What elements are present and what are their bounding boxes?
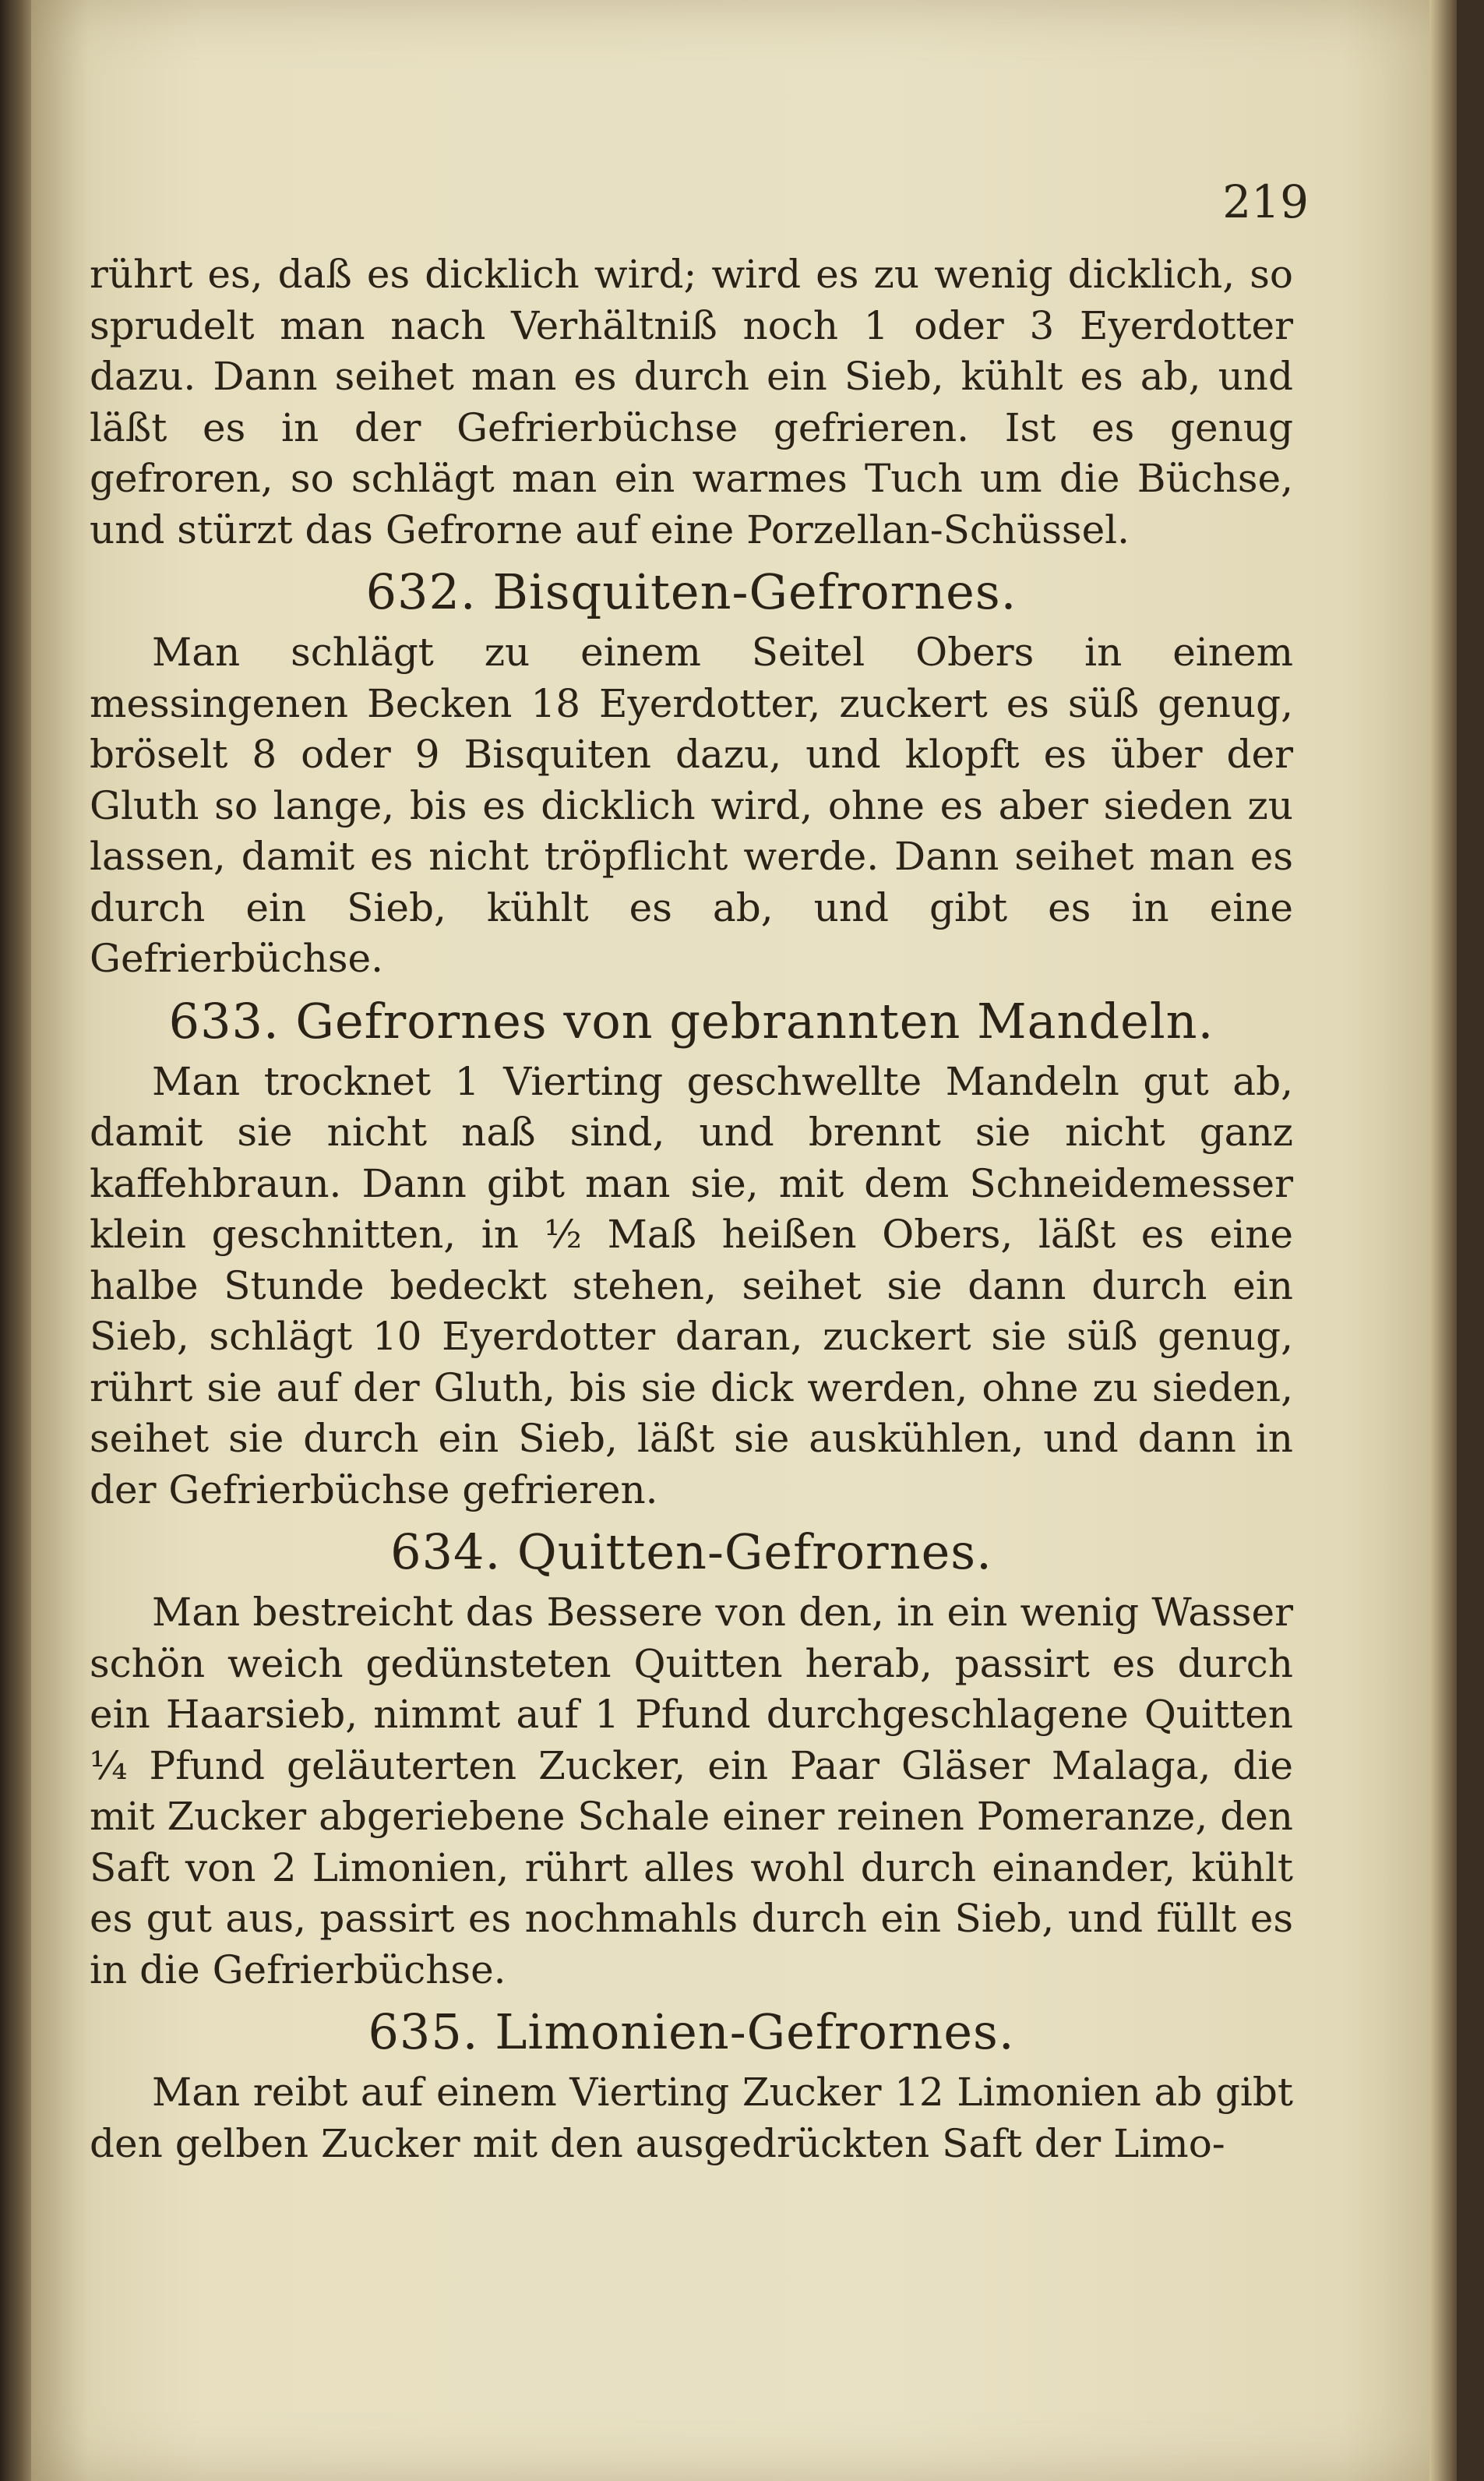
recipe-heading-633: 633. Gefrornes von gebrannten Mandeln. — [168, 992, 1214, 1050]
recipe-heading-634: 634. Quitten-Gefrornes. — [390, 1523, 992, 1580]
page-number: 219 — [1222, 175, 1309, 228]
continuation-paragraph: rührt es, daß es dicklich wird; wird es zu wenig dicklich, so sprudelt man nach Verhältniß noch 1 oder 3 Eyerdotter dazu. Dann seihet man es durch ein Sieb, kühlt es ab, und läßt es in der Gefrierbüchse gefrieren. Ist es genug gefroren, so schlägt man ein warmes Tuch um die Büchse, und stürzt das Gefrorne auf eine Porzellan-Schüssel. — [90, 252, 1293, 552]
page-edge — [1429, 0, 1457, 2481]
recipe-body-633: Man trocknet 1 Vierting geschwellte Mandeln gut ab, damit sie nicht naß sind, und brennt sie nicht ganz kaffehbraun. Dann gibt man sie, mit dem Schneidemesser klein geschnitten, in ½ Maß heißen Obers, läßt es eine halbe Stunde bedeckt stehen, seihet sie dann durch ein Sieb, schlägt 10 Eyerdotter daran, zuckert sie süß genug, rührt sie auf der Gluth, bis sie dick werden, ohne zu sieden, seihet sie durch ein Sieb, läßt sie auskühlen, und dann in der Gefrierbüchse gefrieren. — [90, 1058, 1293, 1512]
recipe-heading-635: 635. Limonien-Gefrornes. — [368, 2003, 1015, 2060]
recipe-body-632: Man schlägt zu einem Seitel Obers in einem messingenen Becken 18 Eyerdotter, zuckert es süß genug, bröselt 8 oder 9 Bisquiten dazu, und klopft es über der Gluth so lange, bis es dicklich wird, ohne es aber sieden zu lassen, damit es nicht tröpflicht werde. Dann seihet man es durch ein Sieb, kühlt es ab, und gibt es in eine Gefrierbüchse. — [90, 630, 1293, 981]
page-text — [90, 249, 1293, 2169]
recipe-heading-632: 632. Bisquiten-Gefrornes. — [365, 563, 1017, 620]
recipe-body-635: Man reibt auf einem Vierting Zucker 12 Limonien ab gibt den gelben Zucker mit den ausgedrückten Saft der Limo- — [90, 2070, 1293, 2166]
recipe-body-634: Man bestreicht das Bessere von den, in ein wenig Wasser schön weich gedünsteten Quitten herab, passirt es durch ein Haarsieb, nimmt auf 1 Pfund durchgeschlagene Quitten ¼ Pfund geläuterten Zucker, ein Paar Gläser Malaga, die mit Zucker abgeriebene Schale einer reinen Pomeranze, den Saft von 2 Limonien, rührt alles wohl durch einander, kühlt es gut aus, passirt es nochmahls durch ein Sieb, und füllt es in die Gefrierbüchse. — [90, 1590, 1293, 1992]
